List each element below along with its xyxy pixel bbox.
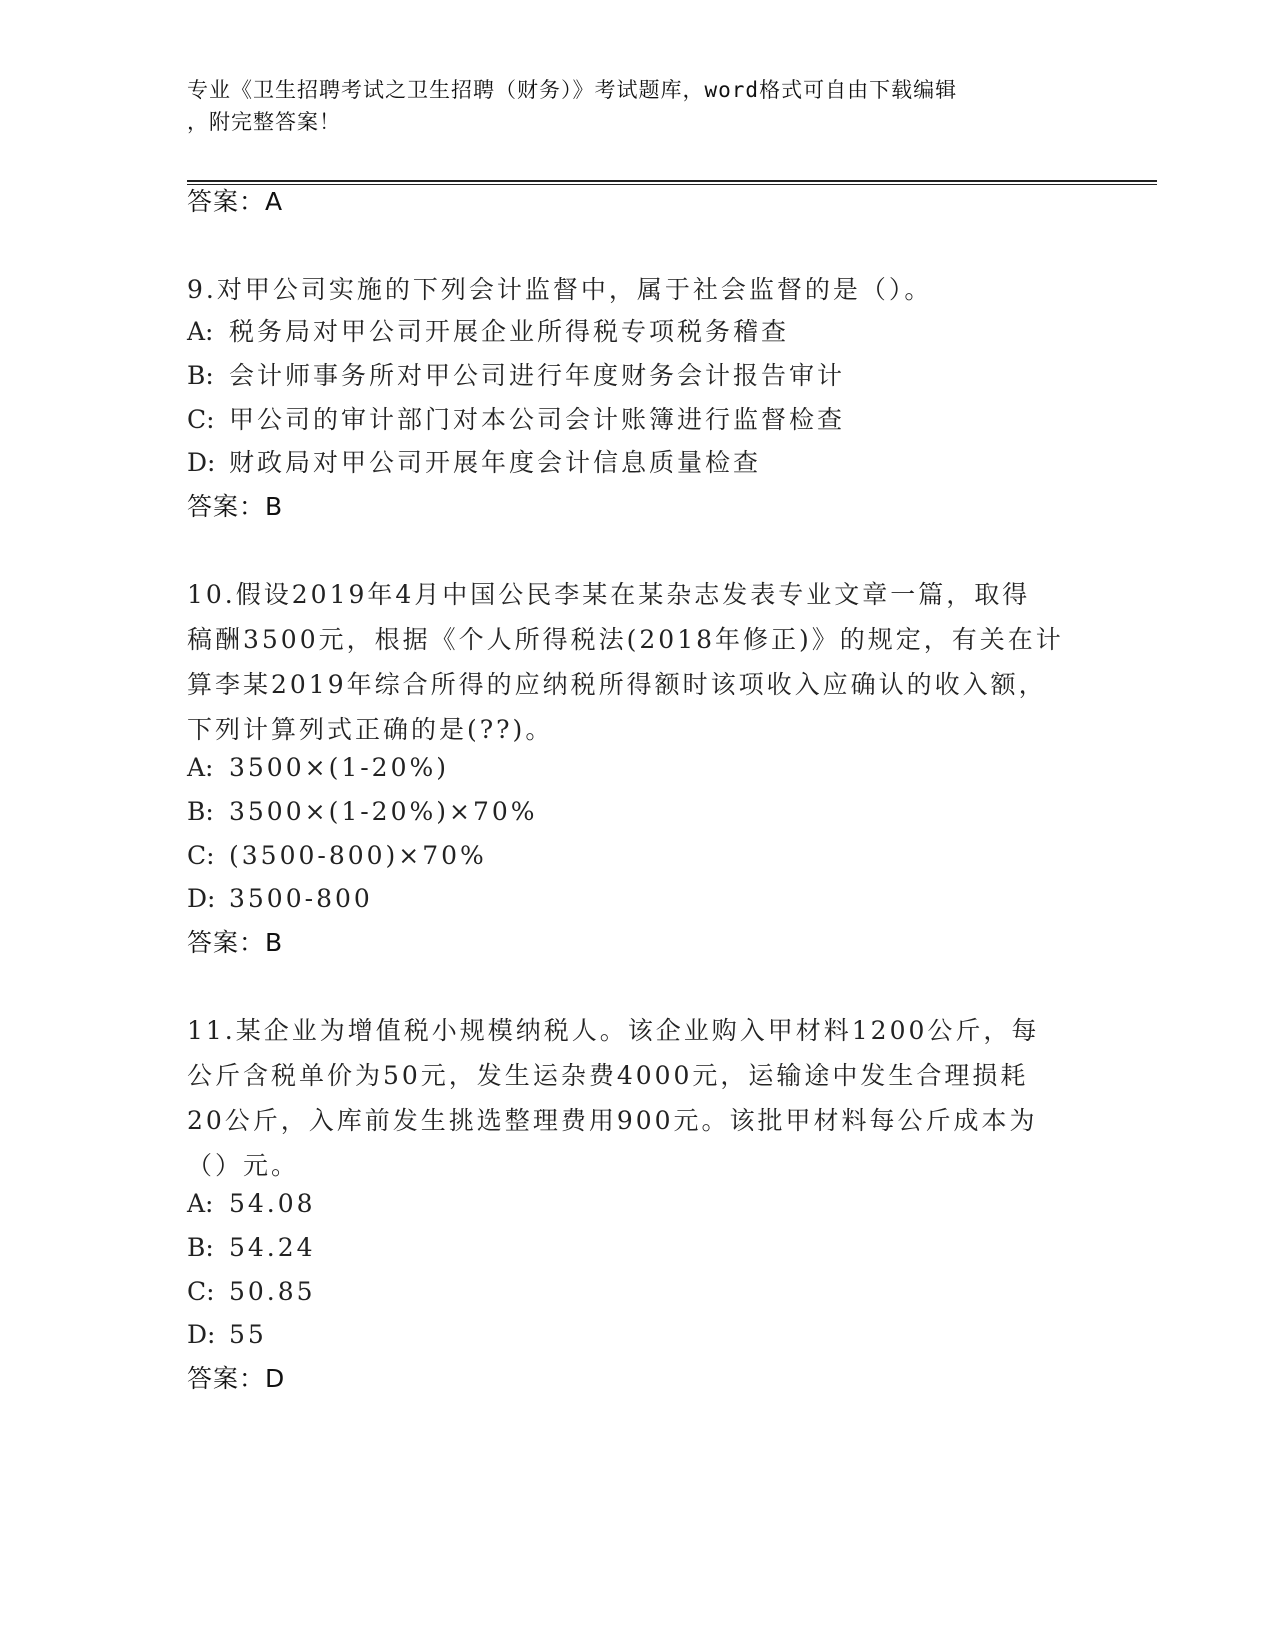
question-line: 下列计算列式正确的是(??)。 xyxy=(187,715,554,744)
option-text: 55 xyxy=(229,1320,267,1349)
question-line: 9.对甲公司实施的下列会计监督中，属于社会监督的是（）。 xyxy=(187,275,933,304)
option-label: A: xyxy=(187,1189,214,1218)
header-line-2: ，附完整答案！ xyxy=(187,110,341,134)
question-line: 11.某企业为增值税小规模纳税人。该企业购入甲材料1200公斤，每 xyxy=(187,1016,1040,1045)
question-11 xyxy=(187,1008,1087,1188)
option-c xyxy=(187,1276,316,1308)
option-text: 甲公司的审计部门对本公司会计账簿进行监督检查 xyxy=(229,405,846,434)
option-b xyxy=(187,360,845,392)
question-10 xyxy=(187,572,1087,752)
option-d xyxy=(187,883,373,915)
option-text: 3500×(1-20%) xyxy=(229,753,449,782)
document-header xyxy=(187,74,1067,138)
answer-9: 答案：B xyxy=(187,492,284,521)
answer-prev: 答案：A xyxy=(187,187,284,216)
answer-11: 答案：D xyxy=(187,1364,286,1393)
option-a xyxy=(187,316,789,348)
option-label: C: xyxy=(187,841,215,870)
option-text: 3500×(1-20%)×70% xyxy=(229,797,538,826)
question-line: 10.假设2019年4月中国公民李某在某杂志发表专业文章一篇，取得 xyxy=(187,580,1031,609)
option-b xyxy=(187,1232,316,1264)
option-label: B: xyxy=(187,797,214,826)
header-divider-thick xyxy=(187,180,1157,182)
option-a xyxy=(187,752,449,784)
option-text: 税务局对甲公司开展企业所得税专项税务稽查 xyxy=(229,317,790,346)
option-label: B: xyxy=(187,1233,214,1262)
option-label: A: xyxy=(187,753,214,782)
option-c xyxy=(187,840,487,872)
option-text: (3500-800)×70% xyxy=(229,841,487,870)
question-line: 公斤含税单价为50元，发生运杂费4000元，运输途中发生合理损耗 xyxy=(187,1061,1029,1090)
option-label: C: xyxy=(187,405,215,434)
question-line: 稿酬3500元，根据《个人所得税法(2018年修正)》的规定，有关在计 xyxy=(187,625,1064,654)
option-b xyxy=(187,796,538,828)
option-text: 财政局对甲公司开展年度会计信息质量检查 xyxy=(229,448,762,477)
option-d xyxy=(187,1319,267,1351)
option-text: 会计师事务所对甲公司进行年度财务会计报告审计 xyxy=(229,361,846,390)
question-9 xyxy=(187,267,1087,312)
header-line-1: 专业《卫生招聘考试之卫生招聘（财务）》考试题库，word格式可自由下载编辑 xyxy=(187,78,958,102)
question-line: 算李某2019年综合所得的应纳税所得额时该项收入应确认的收入额， xyxy=(187,670,1047,699)
option-label: D: xyxy=(187,1320,216,1349)
question-line: （）元。 xyxy=(187,1151,300,1180)
option-c xyxy=(187,404,845,436)
option-label: A: xyxy=(187,317,214,346)
option-text: 54.08 xyxy=(229,1189,316,1218)
question-line: 20公斤，入库前发生挑选整理费用900元。该批甲材料每公斤成本为 xyxy=(187,1106,1038,1135)
option-a xyxy=(187,1188,316,1220)
option-label: C: xyxy=(187,1277,215,1306)
option-d xyxy=(187,447,761,479)
option-label: D: xyxy=(187,884,216,913)
option-label: B: xyxy=(187,361,214,390)
option-text: 50.85 xyxy=(229,1277,316,1306)
answer-10: 答案：B xyxy=(187,928,284,957)
option-text: 3500-800 xyxy=(229,884,373,913)
option-label: D: xyxy=(187,448,216,477)
header-divider-thin xyxy=(187,184,1157,185)
option-text: 54.24 xyxy=(229,1233,316,1262)
